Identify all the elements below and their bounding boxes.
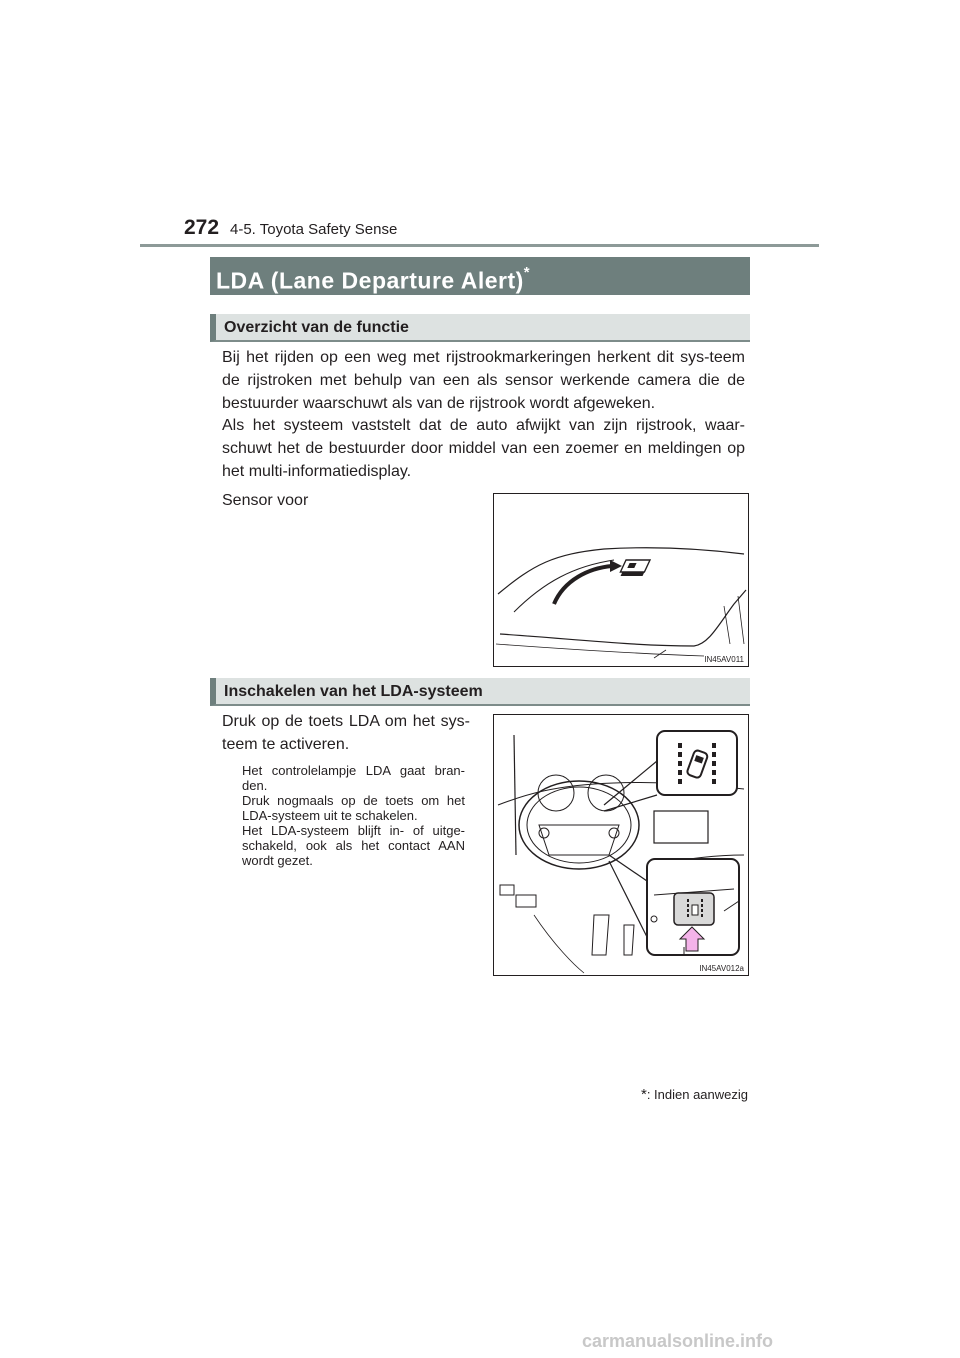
sensor-label: Sensor voor <box>222 492 309 509</box>
section-heading-activate: Inschakelen van het LDA-systeem <box>210 678 750 706</box>
figure-code-2: IN45AV012a <box>699 964 744 973</box>
figure-lda-switch <box>493 714 749 976</box>
page-number: 272 <box>184 216 220 239</box>
watermark: carmanualsonline.info <box>582 1331 774 1351</box>
title-text: LDA (Lane Departure Alert) <box>216 267 524 294</box>
header-rule <box>140 244 819 247</box>
page-title <box>210 257 750 295</box>
section-heading-overview: Overzicht van de functie <box>210 314 750 342</box>
activate-paragraph: Druk op de toets LDA om het sys-teem te activeren. <box>222 713 470 753</box>
figure-code-1: IN45AV011 <box>704 655 744 664</box>
activate-note: Het controlelampje LDA gaat bran-den. Druk nogmaals op de toets om het LDA-systeem uit te schakelen. Het LDA-systeem blijft in- of uitge-schakeld, ook als het contact AAN wordt gezet. <box>242 763 465 868</box>
footnote-text: : Indien aanwezig <box>646 1087 748 1102</box>
footnote <box>641 1086 748 1103</box>
dashboard-switch-illustration <box>494 715 748 975</box>
footnote-asterisk: * <box>640 1086 647 1103</box>
overview-paragraph-2: Als het systeem vaststelt dat de auto afwijkt van zijn rijstrook, waar-schuwt het de bestuurder door middel van een zoemer en meldingen op het multi-informatiedisplay. <box>222 417 745 480</box>
windshield-camera-illustration <box>494 494 748 666</box>
overview-paragraph-1: Bij het rijden op een weg met rijstrookmarkeringen herkent dit sys-teem de rijstroken met behulp van een als sensor werkende camera die de bestuurder waarschuwt als van de rijstrook wordt afgeweken. <box>222 349 745 412</box>
figure-windshield-camera <box>493 493 749 667</box>
running-header: 4-5. Toyota Safety Sense <box>230 221 398 238</box>
title-asterisk: * <box>523 264 531 281</box>
